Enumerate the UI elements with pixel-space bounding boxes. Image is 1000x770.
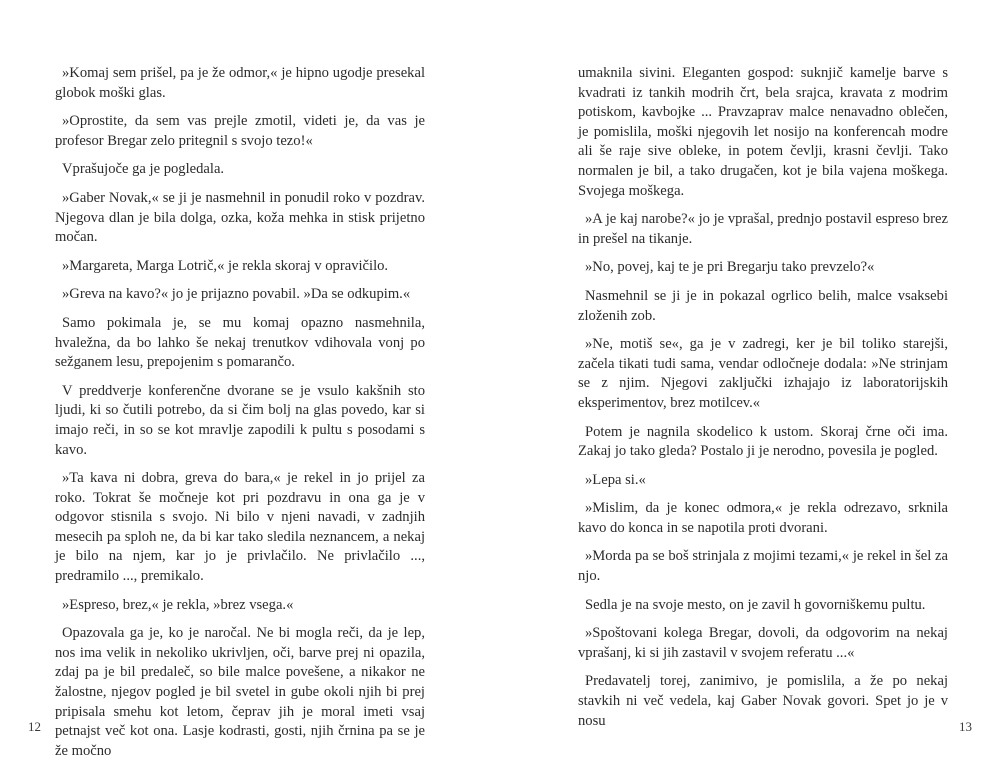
paragraph: Samo pokimala je, se mu komaj opazno nasmehnila, hvaležna, da bo lahko še nekaj trenutkov vdihovala vonj po sežganem lesu, prepojenim s pomarančo. — [55, 314, 425, 371]
right-page — [500, 0, 1000, 757]
left-text-column — [55, 64, 425, 770]
paragraph: »Gaber Novak,« se ji je nasmehnil in ponudil roko v pozdrav. Njegova dlan je bila dolga, ozka, koža mehka in stisk prijetno močan. — [55, 189, 425, 246]
paragraph: »A je kaj narobe?« jo je vprašal, prednjo postavil espreso brez in prešel na tikanje. — [578, 211, 948, 247]
paragraph: »Lepa si.« — [585, 471, 646, 488]
paragraph: »Greva na kavo?« jo je prijazno povabil. »Da se odkupim.« — [62, 286, 411, 303]
paragraph: »Mislim, da je konec odmora,« je rekla odrezavo, srknila kavo do konca in se napotila proti dvorani. — [578, 500, 948, 536]
paragraph: Nasmehnil se ji je in pokazal ogrlico belih, malce vsaksebi zloženih zob. — [578, 287, 948, 324]
paragraph: »Espreso, brez,« je rekla, »brez vsega.« — [62, 596, 294, 613]
paragraph: »No, povej, kaj te je pri Bregarju tako prevzelo?« — [585, 259, 875, 276]
paragraph: Sedla je na svoje mesto, on je zavil h govorniškemu pultu. — [585, 596, 926, 613]
paragraph: »Komaj sem prišel, pa je že odmor,« je hipno ugodje presekal globok moški glas. — [55, 65, 425, 101]
paragraph: »Ne, motiš se«, ga je v zadregi, ker je bil toliko starejši, začela tikati tudi sama, vendar odločneje dodala: »Ne strinjam se z njim. Njegovi zaključki izhajajo iz laboratorijskih eksperimentov, brez motilcev.« — [578, 336, 948, 411]
page-number-left: 12 — [28, 719, 41, 734]
paragraph: V preddverje konferenčne dvorane se je vsulo kakšnih sto ljudi, ki so čutili potrebo, da si čim bolj na glas povedo, kar si imajo reči, in so se kot mravlje zapodili k pultu s posodami s kavo. — [55, 382, 425, 458]
right-text-column — [578, 64, 948, 740]
page-number-right: 13 — [959, 719, 972, 734]
left-page — [0, 0, 500, 757]
paragraph: »Morda pa se boš strinjala z mojimi tezami,« je rekel in šel za njo. — [578, 548, 948, 585]
paragraph: »Margareta, Marga Lotrič,« je rekla skoraj v opravičilo. — [62, 257, 389, 274]
paragraph: »Ta kava ni dobra, greva do bara,« je rekel in jo prijel za roko. Tokrat še močneje kot pri pozdravu in ona ga je v odgovor stisnila s svojo. Ni bilo v njeni navadi, v zadnjih mesecih pa sploh ne, da bi kar tako sledila neznancem, a nekaj je bilo na njem, kar jo je privlačilo. Ne privlačilo ..., predramilo ..., premikalo. — [55, 470, 425, 585]
paragraph-continuation: umaknila sivini. Eleganten gospod: suknjič kamelje barve s kvadrati iz tankih modrih črt, bela srajca, kravata z modrim potiskom, kavbojke ... Pravzaprav malce nenavadno oblečen, je pomislila, moški njegovih let nosijo na konferencah modre ali še raje sive obleke, in potem čevlji, krasni čevlji. Tako normalen je bil, a tako drugačen, kot je bila vajena moškega. Svojega moškega. — [578, 65, 948, 199]
paragraph: Opazovala ga je, ko je naročal. Ne bi mogla reči, da je lep, nos ima velik in nekoliko ukrivljen, oči, barve prej ni opazila, zdaj pa je bil predaleč, so bile malce povešene, a nikakor ne žalostne, njegov pogled je bil svetel in gube okoli njih bi prej pripisala smehu kot letom, čeprav jih je moral imeti vsaj petnajst več kot ona. Lasje kodrasti, gosti, njih črnina pa se je že močno — [55, 625, 425, 759]
paragraph: Potem je nagnila skodelico k ustom. Skoraj črne oči ima. Zakaj jo tako gleda? Postalo ji je nerodno, povesila je pogled. — [578, 423, 948, 460]
paragraph: Vprašujoče ga je pogledala. — [62, 161, 225, 178]
paragraph: Predavatelj torej, zanimivo, je pomislila, a že po nekaj stavkih ni več vedela, kaj Gaber Novak govori. Spet jo je v nosu — [578, 673, 948, 729]
paragraph: »Spoštovani kolega Bregar, dovoli, da odgovorim na nekaj vprašanj, ki si jih zastavil v svojem referatu ...« — [578, 625, 948, 661]
paragraph: »Oprostite, da sem vas prejle zmotil, videti je, da vas je profesor Bregar zelo pritegnil s svojo tezo!« — [55, 113, 425, 149]
